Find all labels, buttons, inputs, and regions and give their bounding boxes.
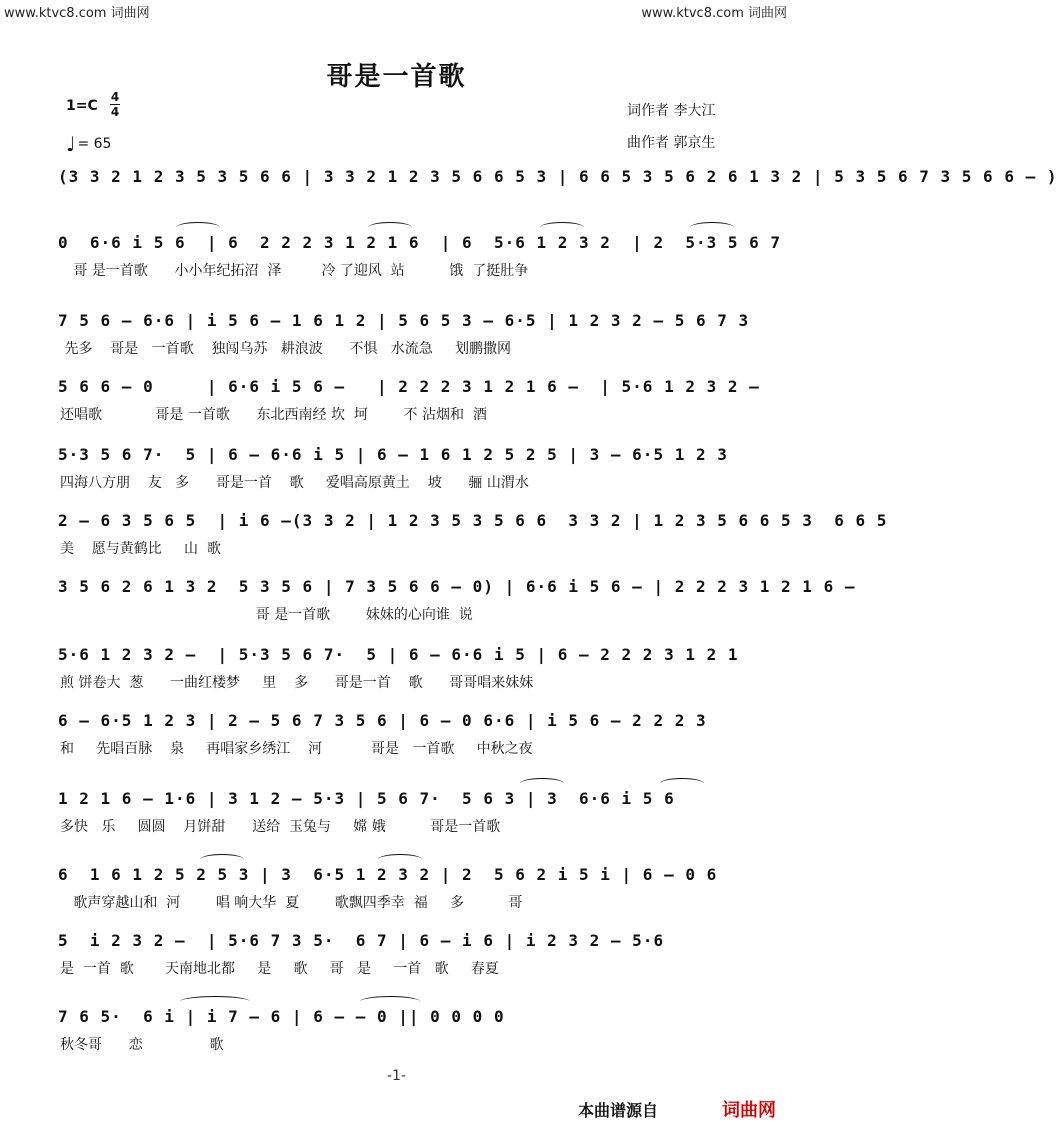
notation-line: 5·6 1 2 3 2 – | 5·3 5 6 7· 5 | 6 – 6·6 i 5 | 6 – 2 2 2 3 1 2 1 [58, 645, 739, 664]
quarter-note-icon: ♩ [66, 132, 76, 156]
lyrics-line: 先多 哥是 一首歌 独闯乌苏 耕浪波 不惧 水流急 划鹏撒网 [60, 341, 512, 357]
notation-line: 0 6·6 i 5 6 | 6 2 2 2 3 1 2 1 6 | 6 5·6 1 2 3 2 | 2 5·3 5 6 7 [58, 233, 782, 252]
lyrics-line: 哥 是一首歌 妹妹的心向谁 说 [60, 607, 473, 623]
composer-credit: 曲作者 郭京生 [627, 135, 716, 151]
notation-line: 6 – 6·5 1 2 3 | 2 – 5 6 7 3 5 6 | 6 – 0 6·6 | i 5 6 – 2 2 2 3 [58, 711, 707, 730]
watermark-left[interactable]: www.ktvc8.com 词曲网 [4, 6, 150, 21]
time-signature [110, 90, 120, 119]
notation-line: 6 1 6 1 2 5 2 5 3 | 3 6·5 1 2 3 2 | 2 5 6 2 i 5 i | 6 – 0 6 [58, 865, 718, 884]
time-sig-top: 4 [110, 90, 120, 104]
notation-line: 7 6 5· 6 i | i 7 – 6 | 6 – – 0 || 0 0 0 0 [58, 1007, 505, 1026]
site-logo[interactable]: 词曲网 [722, 1100, 776, 1121]
page-number: -1- [386, 1068, 406, 1084]
lyricist-credit: 词作者 李大江 [627, 103, 716, 119]
lyrics-line: 是 一首 歌 天南地北都 是 歌 哥 是 一首 歌 春夏 [60, 961, 499, 977]
notation-line: 5 i 2 3 2 – | 5·6 7 3 5· 6 7 | 6 – i 6 | i 2 3 2 – 5·6 [58, 931, 665, 950]
notation-line: 5·3 5 6 7· 5 | 6 – 6·6 i 5 | 6 – 1 6 1 2 5 2 5 | 3 – 6·5 1 2 3 [58, 445, 728, 464]
time-sig-bottom: 4 [110, 105, 120, 119]
notation-line: 1 2 1 6 – 1·6 | 3 1 2 – 5·3 | 5 6 7· 5 6 3 | 3 6·6 i 5 6 [58, 789, 675, 808]
lyrics-line: 多快 乐 圆圆 月饼甜 送给 玉兔与 嫦 娥 哥是一首歌 [60, 819, 501, 835]
lyrics-line: 煎 饼卷大 葱 一曲红楼梦 里 多 哥是一首 歌 哥哥唱来妹妹 [60, 675, 534, 691]
notation-line: 3 5 6 2 6 1 3 2 5 3 5 6 | 7 3 5 6 6 – 0) | 6·6 i 5 6 – | 2 2 2 3 1 2 1 6 – [58, 577, 856, 596]
source-label: 本曲谱源自 [578, 1101, 659, 1120]
tempo-value: = 65 [77, 136, 112, 152]
notation-line: 2 – 6 3 5 6 5 | i 6 –(3 3 2 | 1 2 3 5 3 5 6 6 3 3 2 | 1 2 3 5 6 6 5 3 6 6 5 [58, 511, 888, 530]
lyrics-line: 秋冬哥 恋 歌 [60, 1037, 224, 1053]
lyrics-line: 还唱歌 哥是 一首歌 东北西南经 坎 坷 不 沾烟和 酒 [60, 407, 487, 423]
key-signature: 1=C [66, 98, 98, 114]
notation-line: (3 3 2 1 2 3 5 3 5 6 6 | 3 3 2 1 2 3 5 6 6 5 3 | 6 6 5 3 5 6 2 6 1 3 2 | 5 3 5 6 7 3 5 6 6 – ) [58, 167, 1057, 186]
watermark-right[interactable]: www.ktvc8.com 词曲网 [641, 6, 787, 21]
notation-line: 7 5 6 – 6·6 | i 5 6 – 1 6 1 2 | 5 6 5 3 – 6·5 | 1 2 3 2 – 5 6 7 3 [58, 311, 750, 330]
lyrics-line: 歌声穿越山和 河 唱 响大华 夏 歌飘四季幸 福 多 哥 [60, 895, 523, 911]
notation-line: 5 6 6 – 0 | 6·6 i 5 6 – | 2 2 2 3 1 2 1 6 – | 5·6 1 2 3 2 – [58, 377, 760, 396]
lyrics-line: 和 先唱百脉 泉 再唱家乡绣江 河 哥是 一首歌 中秋之夜 [60, 741, 533, 757]
lyrics-line: 美 愿与黄鹤比 山 歌 [60, 541, 221, 557]
lyrics-line: 哥 是一首歌 小小年纪拓沼 泽 冷 了迎风 站 饿 了挺肚争 [60, 263, 529, 279]
lyrics-line [60, 194, 740, 216]
tempo-marking [66, 132, 111, 156]
song-title: 哥是一首歌 [326, 62, 467, 92]
lyrics-line: 四海八方朋 友 多 哥是一首 歌 爱唱高原黄土 坡 骊 山渭水 [60, 475, 529, 491]
